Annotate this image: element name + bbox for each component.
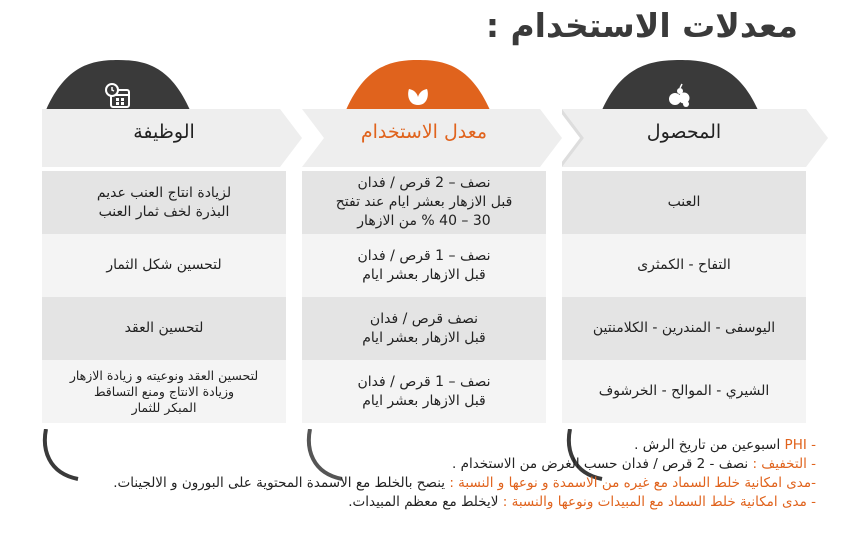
note-text: ينصح بالخلط مع الاسمدة المحتوية على البورون و الالجينات. [113,475,450,491]
rate-cell: نصف – 1 قرص / فدان قبل الازهار بعشر ايام [302,360,546,423]
calendar-clock-icon [103,81,133,111]
note-text: لايخلط مع معظم المبيدات. [348,494,503,510]
note-key: - PHI [784,437,816,453]
crop-rows [562,171,806,423]
note-text: نصف - 2 قرص / فدان حسب الغرض من الاستخدام . [452,456,753,472]
crop-header-label: المحصول [646,121,722,143]
function-header-label: الوظيفة [133,121,195,143]
note-text: اسبوعين من تاريخ الرش . [634,437,785,453]
note-line [113,436,816,455]
page-title: معدلات الاستخدام : [485,6,798,45]
rate-cell: نصف – 2 قرص / فدان قبل الازهار بعشر ايام عند تفتح 30 – 40 % من الازهار [302,171,546,234]
leaves-icon [403,81,433,111]
note-key: - التخفيف : [752,456,816,472]
function-corner-arc [40,429,80,483]
function-cell: لتحسين العقد ونوعيته و زيادة الازهار وزيادة الانتاج ومنع التساقط المبكر للثمار [42,360,286,423]
rate-header-label: معدل الاستخدام [360,121,488,143]
crop-cell: الشيري - الموالح - الخرشوف [562,360,806,423]
function-header-arch [42,55,302,110]
note-line [113,474,816,493]
note-key: - مدى امكانية خلط السماد مع المبيدات ونوعها والنسبة : [502,494,816,510]
crop-header-arch [562,55,828,110]
notes-list [113,436,816,512]
function-cell: لتحسين شكل الثمار [42,234,286,297]
crop-cell: العنب [562,171,806,234]
function-rows [42,171,286,423]
rate-rows [302,171,546,423]
fruits-icon [665,81,695,111]
note-line [113,455,816,474]
rate-cell: نصف – 1 قرص / فدان قبل الازهار بعشر ايام [302,234,546,297]
rate-cell: نصف قرص / فدان قبل الازهار بعشر ايام [302,297,546,360]
note-line [113,493,816,512]
function-cell: لتحسين العقد [42,297,286,360]
crop-cell: اليوسفى - المندرين - الكلامنتين [562,297,806,360]
crop-cell: التفاح - الكمثرى [562,234,806,297]
note-key: -مدى امكانية خلط السماد مع غيره من الاسمدة و نوعها و النسبة : [449,475,816,491]
function-cell: لزيادة انتاج العنب عديم البذرة لخف ثمار العنب [42,171,286,234]
